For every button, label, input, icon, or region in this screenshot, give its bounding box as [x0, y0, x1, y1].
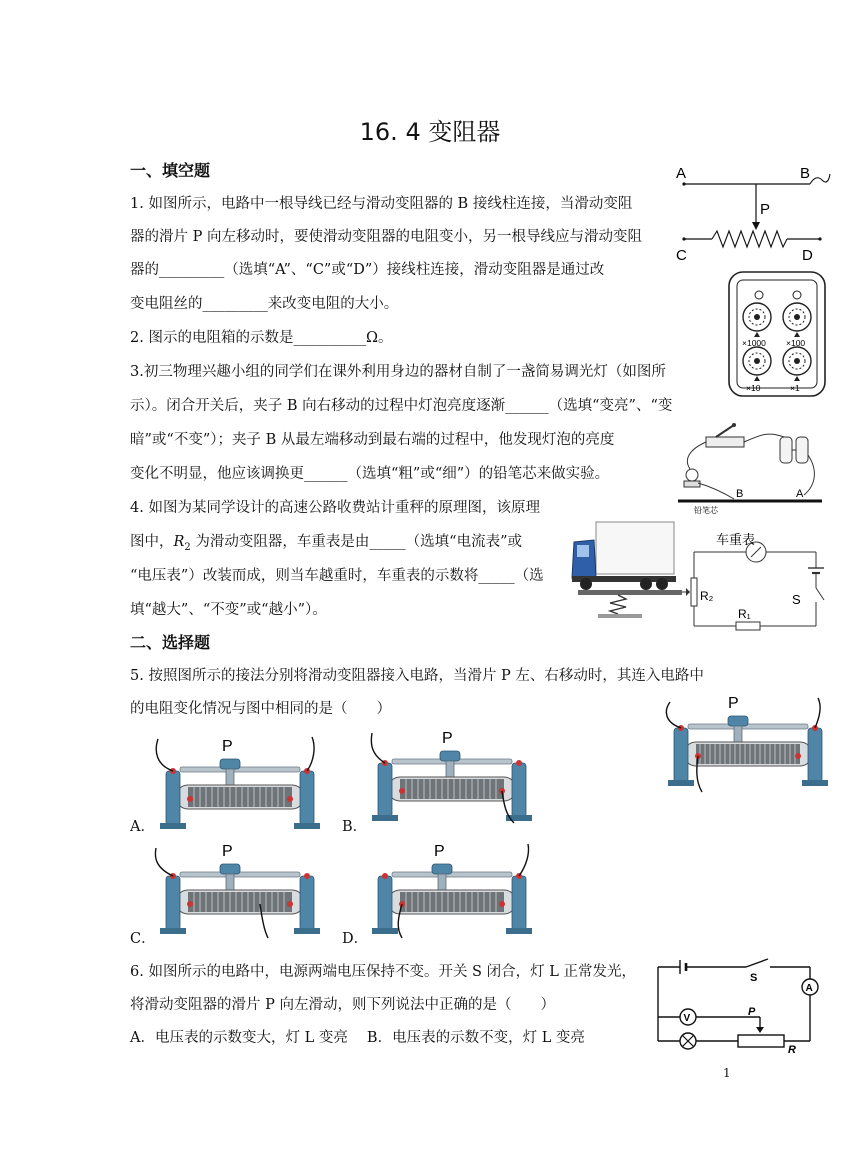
q5-c-label-p: P: [222, 843, 233, 860]
wire: [307, 737, 314, 771]
wire: [155, 848, 173, 876]
scale-platform: [578, 590, 682, 595]
dial-1000-label: ×1000: [742, 338, 766, 348]
q5-option-c-label: C．: [130, 931, 156, 947]
rheostat-body: [372, 864, 532, 934]
wire: [519, 844, 529, 876]
q3-dimmer-lamp-figure: [668, 415, 828, 515]
truck-icon: [572, 522, 676, 590]
q4-line-4: 填“越大”、“不变”或“越小”）。: [130, 602, 327, 618]
switch-icon: [816, 588, 824, 600]
q6-label-p: P: [748, 1006, 756, 1018]
wire: [815, 698, 820, 728]
q1-resistor-wire: [712, 231, 787, 247]
rheostat-body: [668, 716, 828, 786]
rheostat-body: [160, 759, 320, 829]
q4-label-meter: 车重表: [716, 532, 756, 547]
q4-line-2: [130, 530, 522, 553]
q6-label-r: R: [788, 1044, 796, 1055]
q2-line-1: 2. 图示的电阻箱的示数是__________Ω。: [130, 330, 393, 346]
q6-label-s: S: [750, 972, 758, 984]
q3-line-2: 示）。闭合开关后，夹子 B 向右移动的过程中灯泡亮度逐渐______（选填“变亮”、“变: [130, 398, 673, 414]
q1-label-c: C: [676, 247, 687, 264]
dial-10-label: ×10: [746, 383, 761, 393]
q5-line-1: 5. 按照图所示的接法分别将滑动变阻器接入电路，当滑片 P 左、右移动时，其连入电路中: [130, 668, 704, 684]
q6-circuit-diagram: [650, 955, 826, 1055]
r1-resistor: [736, 622, 760, 630]
q1-label-d: D: [802, 247, 813, 264]
dial-100-label: ×100: [786, 338, 806, 348]
q4-line-3: “电压表”）改装而成，则当车越重时，车重表的示数将_____（选: [130, 568, 544, 584]
q5-option-d-rheostat: [362, 840, 534, 940]
q1-line-1: 1. 如图所示，电路中一根导线已经与滑动变阻器的 B 接线柱连接，当滑动变阻: [130, 196, 633, 212]
q6-label-v: V: [683, 1013, 691, 1024]
q5-option-b-rheostat: [362, 727, 534, 827]
battery-icon: [780, 437, 808, 463]
q3-line-1: 3.初三物理兴趣小组的同学们在课外利用身边的器材自制了一盏简易调光灯（如图所: [130, 364, 666, 380]
q6-line-3: A．电压表的示数变大，灯 L 变亮 B．电压表的示数不变，灯 L 变亮: [130, 1030, 585, 1046]
q5-option-d-label: D．: [342, 931, 369, 947]
switch-icon: [746, 959, 768, 967]
q4-r2-symbol: R: [173, 534, 185, 550]
q5-option-a-rheostat: [150, 735, 322, 831]
wire: [666, 702, 681, 728]
q4-weighing-circuit-figure: [568, 518, 830, 633]
q1-rheostat-diagram: [672, 160, 832, 265]
q5-line-2: 的电阻变化情况与图中相同的是（ ）: [130, 701, 391, 717]
q5-option-c-rheostat: [150, 840, 322, 940]
q5-option-b-label: B．: [342, 819, 368, 835]
q5-reference-rheostat: [658, 692, 830, 798]
bulb-icon: [684, 469, 700, 487]
lamp-icon: [680, 1033, 696, 1049]
q1-label-p: P: [760, 201, 771, 218]
q4-line-2-prefix: 图中，: [130, 534, 174, 550]
r2-rheostat: [691, 578, 697, 606]
q3-line-4: 变化不明显，他应该调换更______（选填“粗”或“细”）的铅笔芯来做实验。: [130, 466, 610, 482]
q3-label-lead: 铅笔芯: [694, 506, 718, 515]
page-number: 1: [723, 1066, 731, 1080]
q5-a-label-p: P: [222, 738, 233, 755]
q1-label-b: B: [800, 165, 811, 182]
q6-line-1: 6. 如图所示的电路中，电源两端电压保持不变。开关 S 闭合，灯 L 正常发光，: [130, 964, 636, 980]
rheostat-body: [160, 864, 320, 934]
q4-line-1: 4. 如图为某同学设计的高速公路收费站计重秤的原理图，该原理: [130, 500, 540, 516]
switch-icon: [706, 423, 744, 447]
q5-option-a-label: A．: [130, 819, 155, 835]
q4-r2-subscript: 2: [184, 541, 191, 553]
q1-line-4: 变电阻丝的_________来改变电阻的大小。: [130, 296, 399, 312]
rheostat-icon: [738, 1035, 784, 1047]
q1-label-a: A: [676, 165, 687, 182]
q4-line-2-rest: 为滑动变阻器，车重表是由_____（选填“电流表”或: [190, 534, 522, 550]
q5-b-label-p: P: [442, 730, 453, 747]
q1-line-2: 器的滑片 P 向左移动时，要使滑动变阻器的电阻变小，另一根导线应与滑动变阻: [130, 229, 642, 245]
q1-connected-wire: [810, 174, 830, 184]
q4-label-s: S: [792, 592, 801, 607]
dial-1-label: ×1: [790, 383, 800, 393]
rheostat-body: [372, 751, 532, 821]
wire: [156, 739, 173, 771]
q3-label-a: A: [796, 488, 804, 500]
section-heading-fill-blank: 一、填空题: [130, 161, 211, 180]
wire: [371, 733, 385, 763]
q3-label-b: B: [736, 488, 744, 500]
slider-arrow-icon: [756, 1027, 764, 1033]
page-title: 16. 4 变阻器: [359, 118, 501, 146]
section-heading-multiple-choice: 二、选择题: [130, 633, 211, 652]
q3-line-3: 暗”或“不变”）；夹子 B 从最左端移动到最右端的过程中，他发现灯泡的亮度: [130, 432, 615, 448]
q1-slider-arrow-icon: [752, 222, 760, 230]
q6-line-2: 将滑动变阻器的滑片 P 向左滑动，则下列说法中正确的是（ ）: [130, 997, 555, 1013]
q5-ref-label-p: P: [728, 695, 739, 712]
q1-line-3: 器的_________（选填“A”、“C”或“D”）接线柱连接，滑动变阻器是通过改: [130, 262, 605, 278]
spring-icon: [610, 595, 626, 614]
q5-d-label-p: P: [434, 843, 445, 860]
q6-label-a: A: [805, 983, 813, 994]
q4-label-r1: R₁: [738, 607, 751, 621]
q2-resistance-box: [728, 271, 826, 397]
q4-label-r2: R₂: [700, 589, 714, 603]
